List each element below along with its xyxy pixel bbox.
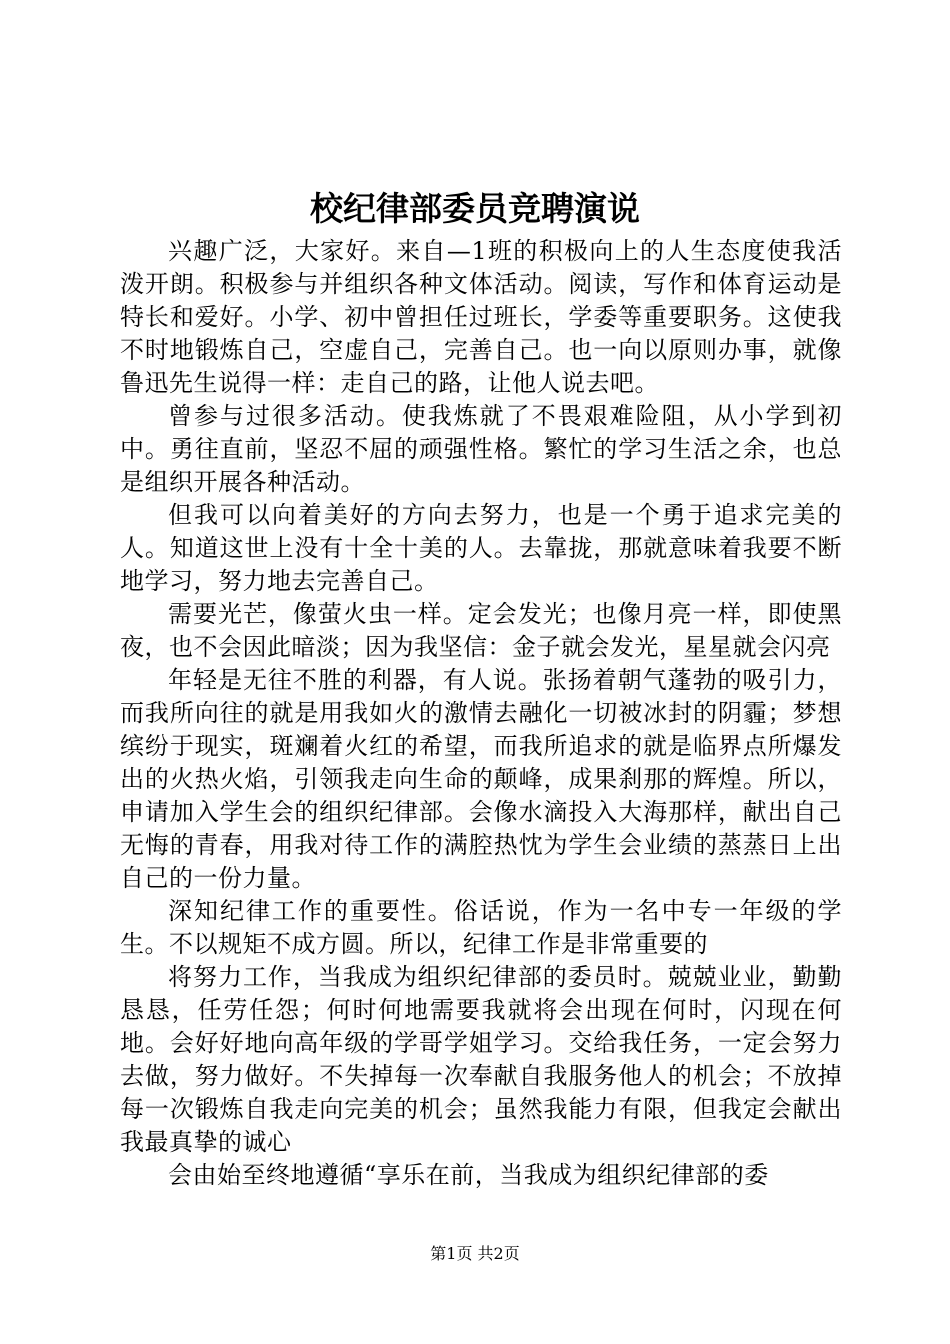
paragraph-5: 年轻是无往不胜的利器，有人说。张扬着朝气蓬勃的吸引力，而我所向往的就是用我如火的激情去融化一切被冰封的阴霾；梦想缤纷于现实，斑斓着火红的希望，而我所追求的就是临界点所爆发出的火热火焰，引领我走向生命的颠峰，成果刹那的辉煌。所以，申请加入学生会的组织纪律部。会像水滴投入大海那样，献出自己无悔的青春，用我对待工作的满腔热忱为学生会业绩的蒸蒸日上出自己的一份力量。 xyxy=(120,666,842,892)
page-footer: 第1页 共2页 xyxy=(430,1244,520,1263)
paragraph-7: 将努力工作，当我成为组织纪律部的委员时。兢兢业业，勤勤恳恳，任劳任怨；何时何地需要我就将会出现在何时，闪现在何地。会好好地向高年级的学哥学姐学习。交给我任务，一定会努力去做，努力做好。不失掉每一次奉献自我服务他人的机会；不放掉每一次锻炼自我走向完美的机会；虽然我能力有限，但我定会献出我最真挚的诚心 xyxy=(120,963,842,1156)
paragraph-8: 会由始至终地遵循“享乐在前，当我成为组织纪律部的委 xyxy=(168,1161,769,1189)
document-title: 校纪律部委员竞聘演说 xyxy=(310,189,640,228)
paragraph-1: 兴趣广泛，大家好。来自—1班的积极向上的人生态度使我活泼开朗。积极参与并组织各种文体活动。阅读，写作和体育运动是特长和爱好。小学、初中曾担任过班长，学委等重要职务。这使我不时地锻炼自己，空虚自己，完善自己。也一向以原则办事，就像鲁迅先生说得一样：走自己的路，让他人说去吧。 xyxy=(120,237,842,397)
paragraph-2: 曾参与过很多活动。使我炼就了不畏艰难险阻，从小学到初中。勇往直前，坚忍不屈的顽强性格。繁忙的学习生活之余，也总是组织开展各种活动。 xyxy=(120,402,842,496)
paragraph-4: 需要光芒，像萤火虫一样。定会发光；也像月亮一样，即使黑夜，也不会因此暗淡；因为我坚信：金子就会发光，星星就会闪亮 xyxy=(120,600,842,661)
paragraph-6: 深知纪律工作的重要性。俗话说，作为一名中专一年级的学生。不以规矩不成方圆。所以，纪律工作是非常重要的 xyxy=(120,897,842,958)
document-body xyxy=(120,235,842,1192)
paragraph-3: 但我可以向着美好的方向去努力，也是一个勇于追求完美的人。知道这世上没有十全十美的人。去靠拢，那就意味着我要不断地学习，努力地去完善自己。 xyxy=(120,501,842,595)
